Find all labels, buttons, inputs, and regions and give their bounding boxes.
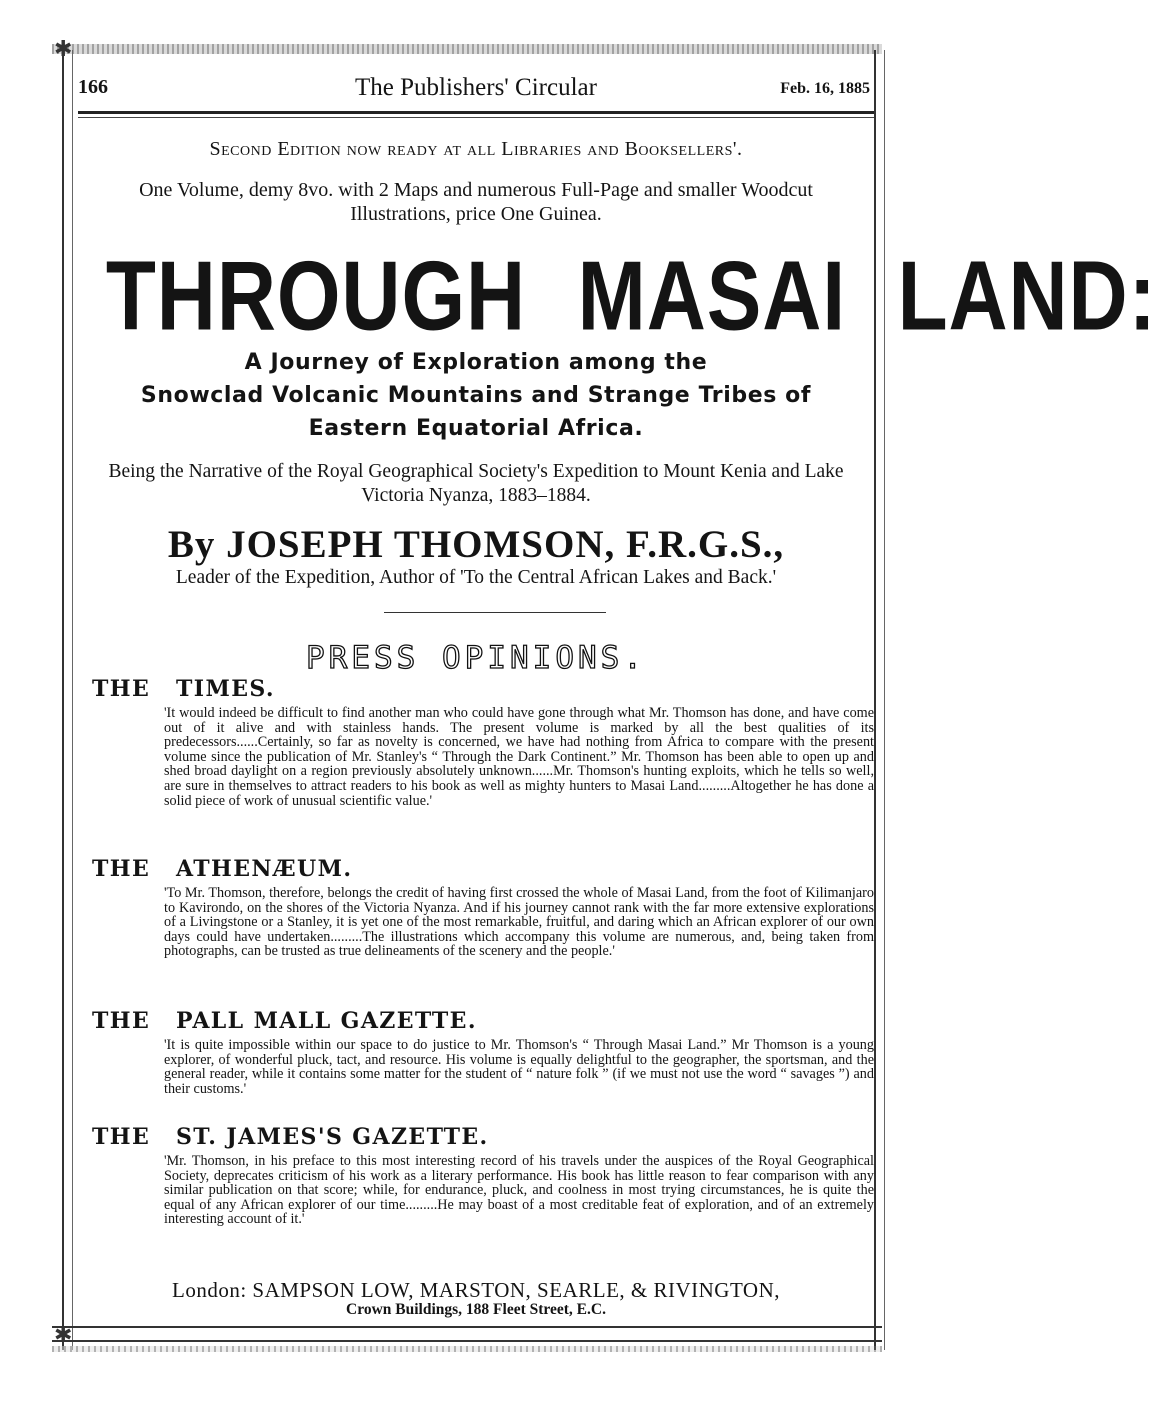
review-source	[92, 1008, 874, 1034]
review-source	[92, 1124, 874, 1150]
narrative-line: Being the Narrative of the Royal Geographical Society's Expedition to Mount Kenia and Lake Victoria Nyanza, 1883–1884.	[108, 461, 844, 506]
top-border	[52, 44, 882, 54]
review-st-james	[92, 1124, 874, 1227]
review-source	[92, 856, 874, 882]
author-name: By JOSEPH THOMSON, F.R.G.S.,	[167, 523, 785, 566]
press-opinions-heading: PRESS OPINIONS.	[306, 640, 646, 676]
book-title: THROUGH MASAI LAND:	[105, 240, 1157, 351]
review-source-name: ST. JAMES'S GAZETTE.	[176, 1124, 489, 1150]
review-source-name: PALL MALL GAZETTE.	[176, 1008, 477, 1034]
review-quote: 'It would indeed be difficult to find another man who could have gone through what Mr. Thomson has done, and have come out of it alive and with stainless hands. The present volume is marked by all the best qualities of its predecessors......Certainly, so far as novelty is concerned, we have had nothing from Africa to compare with the present volume since the publication of Mr. Stanley's “ Through the Dark Continent.” Mr. Thomson has been able to open up and shed broad daylight on a region previously absolutely unknown......Mr. Thomson's hunting exploits, which he tells so well, are sure in themselves to attract readers to his book as well as mighty hunters to Masai Land.........Altogether he has done a solid piece of work of unusual scientific value.'	[164, 705, 874, 809]
running-header	[78, 76, 874, 106]
publisher-line: London: SAMPSON LOW, MARSTON, SEARLE, & RIVINGTON,	[172, 1278, 780, 1302]
review-the: THE	[92, 1008, 151, 1034]
review-athenaeum	[92, 856, 874, 959]
corner-ornament-icon: ✱	[54, 1322, 73, 1347]
review-pall-mall	[92, 1008, 874, 1096]
periodical-title: The Publishers' Circular	[355, 74, 597, 101]
author-role: Leader of the Expedition, Author of 'To the Central African Lakes and Back.'	[175, 567, 777, 588]
section-divider	[384, 612, 606, 613]
review-quote: 'Mr. Thomson, in his preface to this most interesting record of his travels under the auspices of the Royal Geographical Society, deprecates criticism of his work as a literary performance. His book has little reason to fear comparison with any similar publication on that score; while, for endurance, pluck, and coolness in most trying circumstances, he is quite the equal of any African explorer of our time.........He may boast of a most creditable feat of exploration, and of an extremely interesting account of it.'	[164, 1153, 874, 1228]
bottom-border	[52, 1326, 882, 1342]
edition-notice: Second Edition now ready at all Libraries and Booksellers'.	[209, 138, 743, 160]
review-the: THE	[92, 1124, 151, 1150]
review-quote: 'It is quite impossible within our space to do justice to Mr. Thomson's “ Through Masai Land.” Mr Thomson is a young explorer, of wonderful pluck, tact, and resource. His volume is equally delightful to the geographer, the sportsman, and the general reader, while it contains some matter for the student of “ nature folk ” (if we must not use the word “ savages ”) and their customs.'	[164, 1037, 874, 1097]
review-the: THE	[92, 676, 151, 702]
review-source-name: TIMES.	[176, 676, 275, 702]
subtitle-line: Eastern Equatorial Africa.	[308, 416, 644, 441]
review-quote: 'To Mr. Thomson, therefore, belongs the credit of having first crossed the whole of Masai Land, from the foot of Kilimanjaro to Kavirondo, on the shores of the Victoria Nyanza. And if his journey cannot rank with the far more extensive explorations of a Livingstone or a Stanley, it is yet one of the most remarkable, fruitful, and daring which an African explorer of our own days could have undertaken.........The illustrations which accompany this volume are numerous, and, being taken from photographs, can be trusted as true delineaments of the scenery and the people.'	[164, 885, 874, 960]
corner-ornament-icon: ✱	[54, 36, 73, 61]
review-the: THE	[92, 856, 151, 882]
subtitle-line: Snowclad Volcanic Mountains and Strange Tribes of	[140, 383, 812, 408]
review-source-name: ATHENÆUM.	[176, 856, 353, 882]
header-rule-thin	[78, 117, 874, 118]
issue-date: Feb. 16, 1885	[780, 80, 870, 97]
publisher-address: Crown Buildings, 188 Fleet Street, E.C.	[346, 1301, 606, 1318]
book-subtitle	[78, 346, 874, 445]
subtitle-line: A Journey of Exploration among the	[244, 350, 708, 375]
volume-details: One Volume, demy 8vo. with 2 Maps and numerous Full-Page and smaller Woodcut Illustrations, price One Guinea.	[139, 179, 813, 225]
review-source	[92, 676, 874, 702]
left-border	[62, 50, 73, 1350]
review-times	[92, 676, 874, 808]
page-number: 166	[78, 76, 108, 98]
bottom-ornament	[52, 1346, 882, 1352]
header-rule	[78, 111, 874, 114]
